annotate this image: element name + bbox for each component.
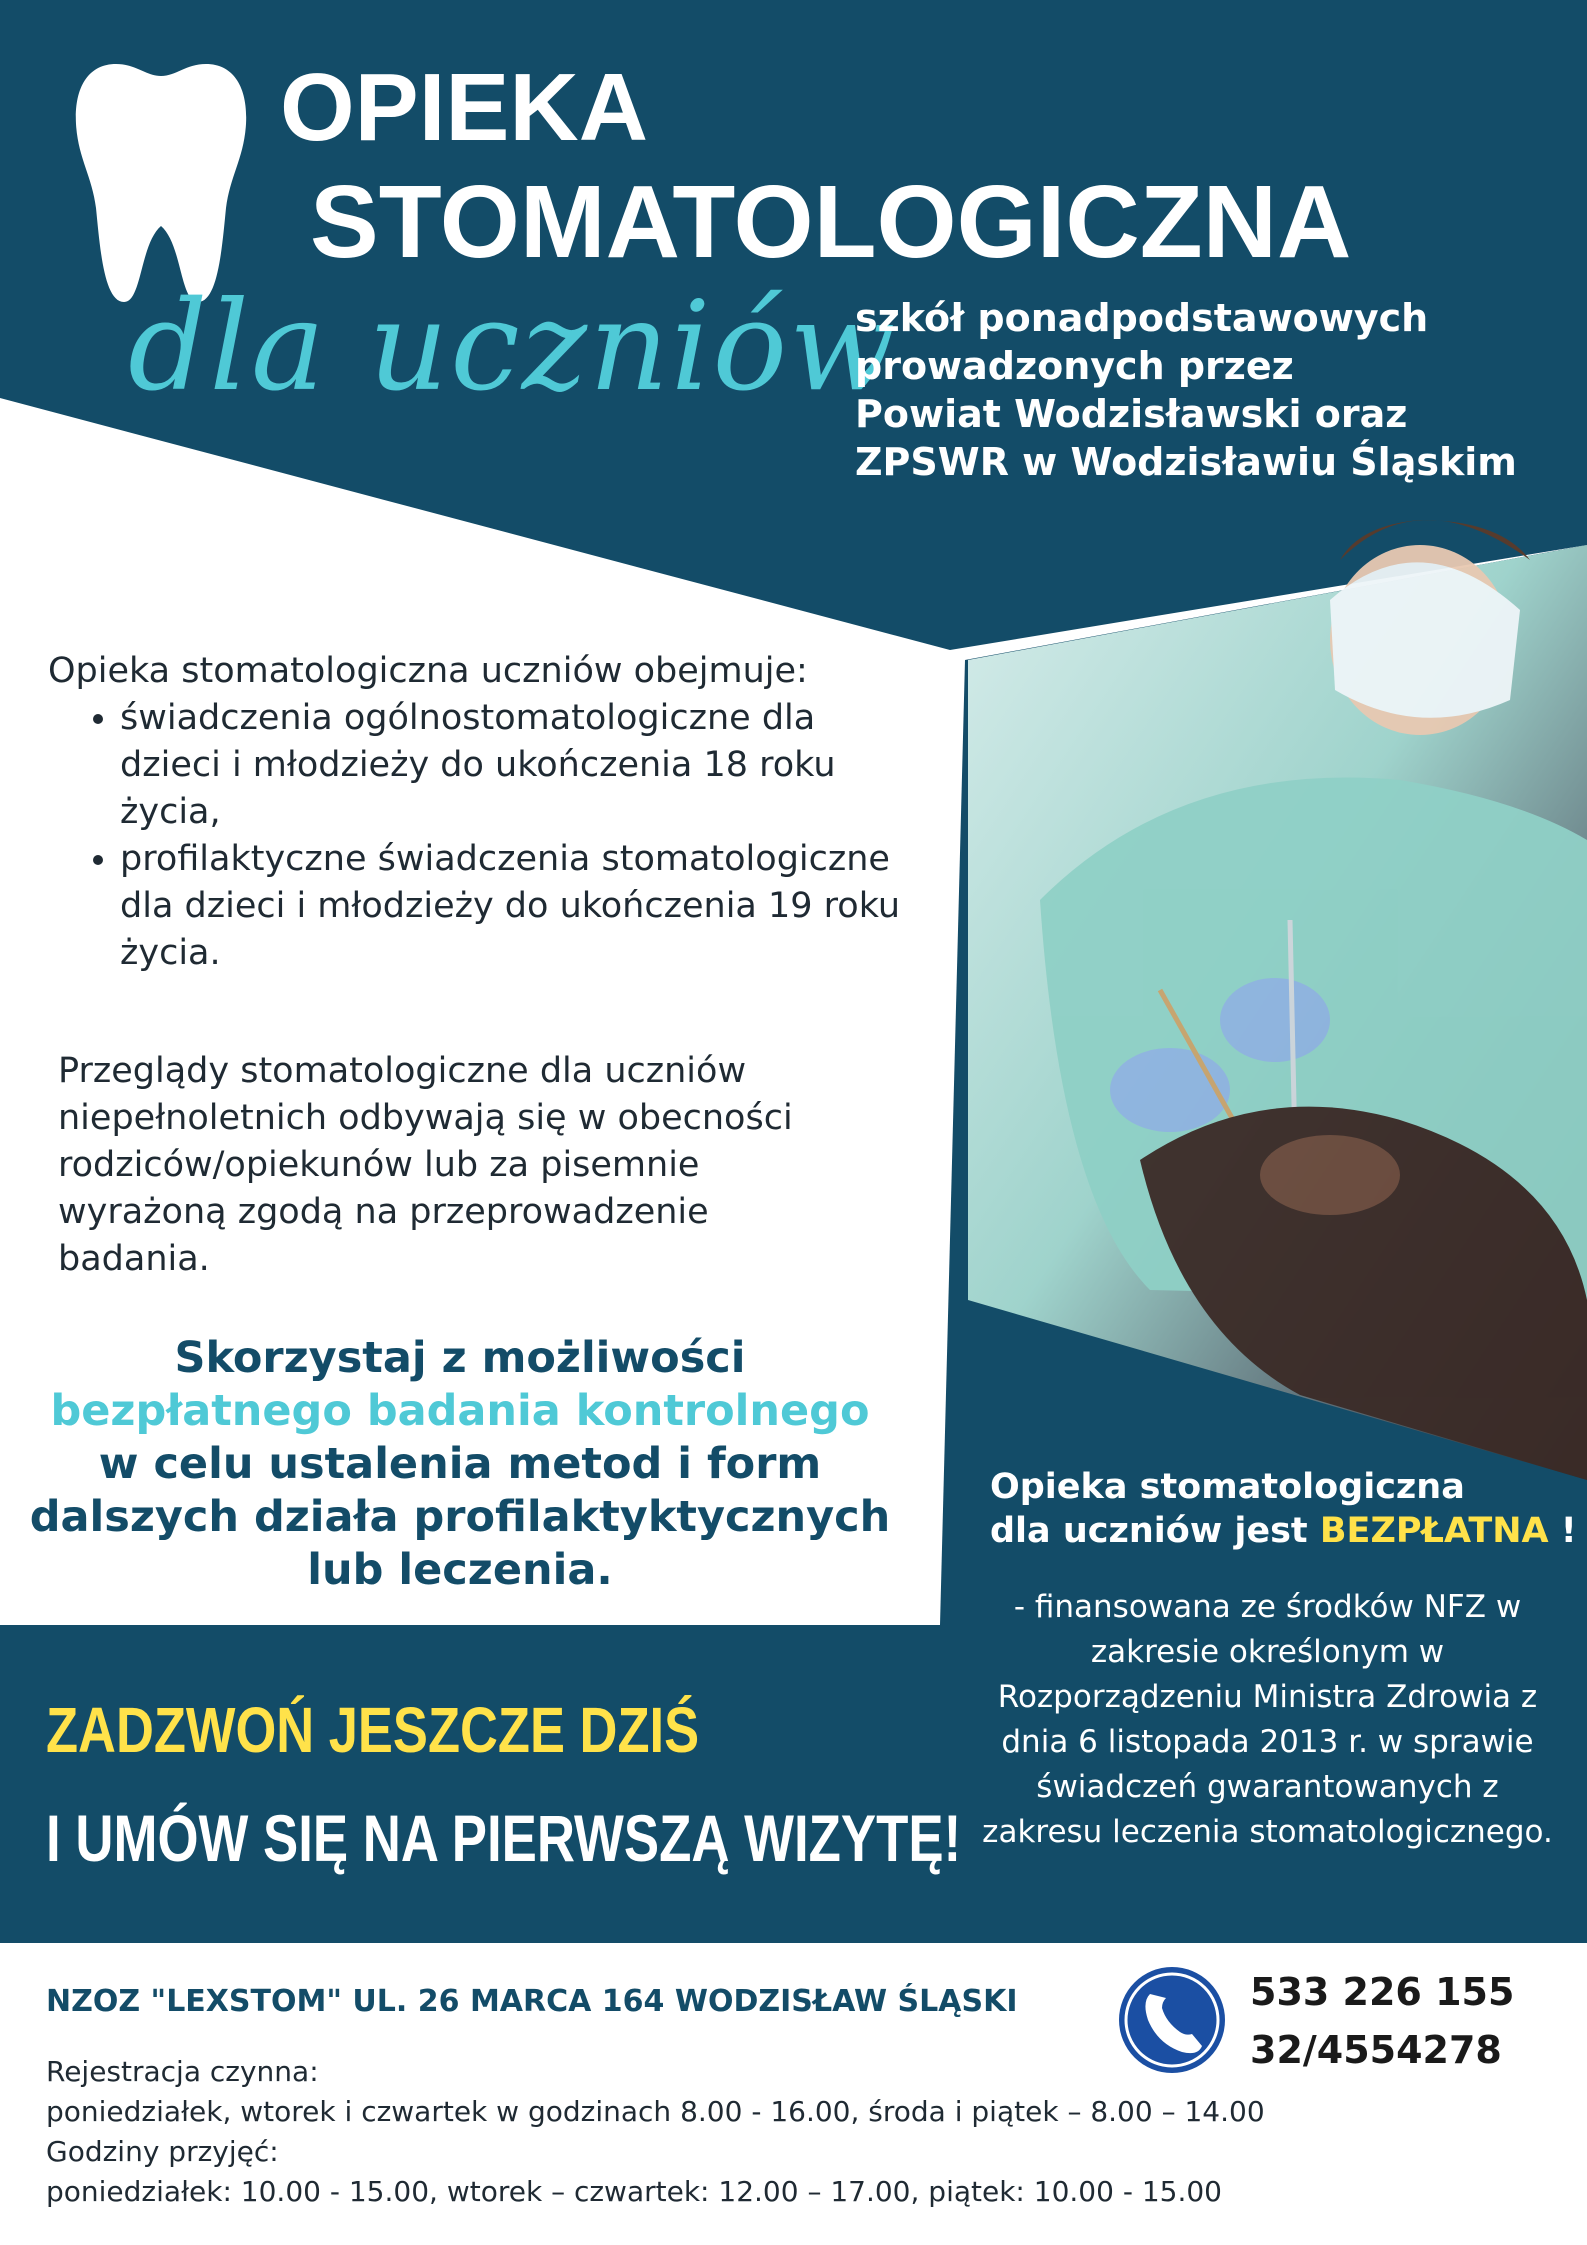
registration-hours: poniedziałek, wtorek i czwartek w godzinach 8.00 - 16.00, środa i piątek – 8.00 – 14.00 <box>46 2095 1265 2128</box>
list-item: • profilaktyczne świadczenia stomatologiczne dla dzieci i młodzieży do ukończenia 19 roku życia. <box>120 836 920 977</box>
call-line-2: I UMÓW SIĘ NA PIERWSZĄ WIZYTĘ! <box>46 1801 962 1875</box>
title-line-2: STOMATOLOGICZNA <box>310 164 1352 279</box>
scope-intro: Opieka stomatologiczna uczniów obejmuje: <box>48 651 808 691</box>
cta-line-4: dalszych działa profilaktyktycznych <box>29 1492 891 1542</box>
cta-line-3: w celu ustalenia metod i form <box>98 1439 822 1489</box>
phone-1[interactable]: 533 226 155 <box>1250 1970 1515 2014</box>
cta-line-5: lub leczenia. <box>307 1545 613 1595</box>
subtitle-line-1: szkół ponadpodstawowych <box>855 296 1429 340</box>
cta-line-2: bezpłatnego badania kontrolnego <box>50 1386 870 1436</box>
free-exclaim: ! <box>1560 1511 1577 1551</box>
free-line-1: Opieka stomatologiczna <box>990 1467 1465 1507</box>
phone-2[interactable]: 32/4554278 <box>1250 2028 1502 2072</box>
phone-numbers <box>1250 1963 1514 2079</box>
footer-address: NZOZ "LEXSTOM" UL. 26 MARCA 164 WODZISŁAW ŚLĄSKI <box>46 1984 1018 2019</box>
scope-section <box>48 648 948 977</box>
subtitle-line-3: Powiat Wodzisławski oraz <box>855 392 1408 436</box>
footer-hours <box>46 2052 1265 2212</box>
subtitle-line-4: ZPSWR w Wodzisławiu Śląskim <box>855 440 1517 484</box>
scope-list <box>48 695 948 977</box>
registration-label: Rejestracja czynna: <box>46 2055 319 2088</box>
checkups-text: Przeglądy stomatologiczne dla uczniów niepełnoletnich odbywają się w obecności rodziców/opiekunów lub za pisemnie wyrażoną zgodą na przeprowadzenie badania. <box>58 1051 793 1279</box>
cta-line-1: Skorzystaj z możliwości <box>174 1333 746 1383</box>
tooth-icon <box>70 58 252 308</box>
header-subtitle <box>855 294 1517 486</box>
list-item: • świadczenia ogólnostomatologiczne dla dzieci i młodzieży do ukończenia 18 roku życia, <box>120 695 880 836</box>
subtitle-line-2: prowadzonych przez <box>855 344 1294 388</box>
free-details: - finansowana ze środków NFZ w zakresie określonym w Rozporządzeniu Ministra Zdrowia z dnia 6 listopada 2013 r. w sprawie świadczeń gwarantowanych z zakresu leczenia stomatologicznego. <box>982 1589 1553 1850</box>
free-line-2-prefix: dla uczniów jest <box>990 1511 1308 1551</box>
free-heading <box>990 1465 1577 1553</box>
free-highlight: BEZPŁATNA <box>1319 1511 1549 1551</box>
call-line-1: ZADZWOŃ JESZCZE DZIŚ <box>46 1694 700 1766</box>
script-subtitle: dla uczniów <box>128 275 898 419</box>
free-line-2 <box>990 1509 1577 1553</box>
admission-hours: poniedziałek: 10.00 - 15.00, wtorek – czwartek: 12.00 – 17.00, piątek: 10.00 - 15.00 <box>46 2175 1222 2208</box>
title-line-1: OPIEKA <box>280 54 649 161</box>
admission-label: Godziny przyjęć: <box>46 2135 279 2168</box>
cta-block <box>20 1332 900 1597</box>
